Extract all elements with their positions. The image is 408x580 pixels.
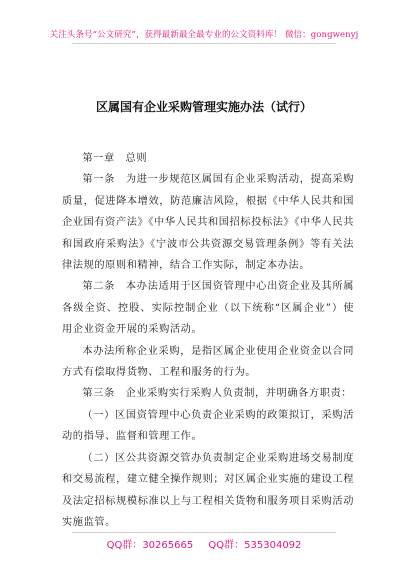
article-2: 第二条 本办法适用于区国资管理中心出资企业及其所属各级全资、控股、实际控制企业（以下统称“区属企业”）使用企业资金开展的采购活动。 [62, 281, 354, 336]
footer [0, 536, 408, 551]
footer-qq-group-1: QQ群：30265665 [106, 540, 194, 551]
document-title: 区属国有企业采购管理实施办法（试行） [95, 100, 312, 114]
header-banner: 关注头条号“公文研究”，获得最新最全最专业的公文资料库！ 微信：gongwenyj [49, 30, 359, 40]
article-3-item-2: （二）区公共资源交管办负责制定企业采购进场交易制度和交易流程，建立健全操作规则；对区属企业实施的建设工程及法定招标规模标准以上与工程相关货物和服务项目采购活动实施监管。 [62, 452, 354, 528]
footer-qq-group-2: QQ群：535304092 [208, 540, 302, 551]
document-body [62, 148, 354, 533]
footer-divider [72, 532, 336, 533]
header-divider [72, 43, 336, 44]
article-3-item-1: （一）区国资管理中心负责企业采购的政策拟订，采购活动的指导、监督和管理工作。 [62, 409, 354, 443]
chapter-heading: 第一章 总则 [82, 153, 148, 164]
article-3: 第三条 企业采购实行采购人负责制，并明确各方职责： [82, 388, 353, 400]
article-2-definition: 本办法所称企业采购，是指区属企业使用企业资金以合同方式有偿取得货物、工程和服务的行为。 [62, 345, 354, 379]
article-1: 第一条 为进一步规范区属国有企业采购活动，提高采购质量，促进降本增效，防范廉洁风险，根据《中华人民共和国企业国有资产法》《中华人民共和国招标投标法》《中华人民共和国政府采购法》《宁波市公共资源交易管理条例》等有关法律法规的原则和精神，结合工作实际，制定本办法。 [62, 174, 354, 272]
